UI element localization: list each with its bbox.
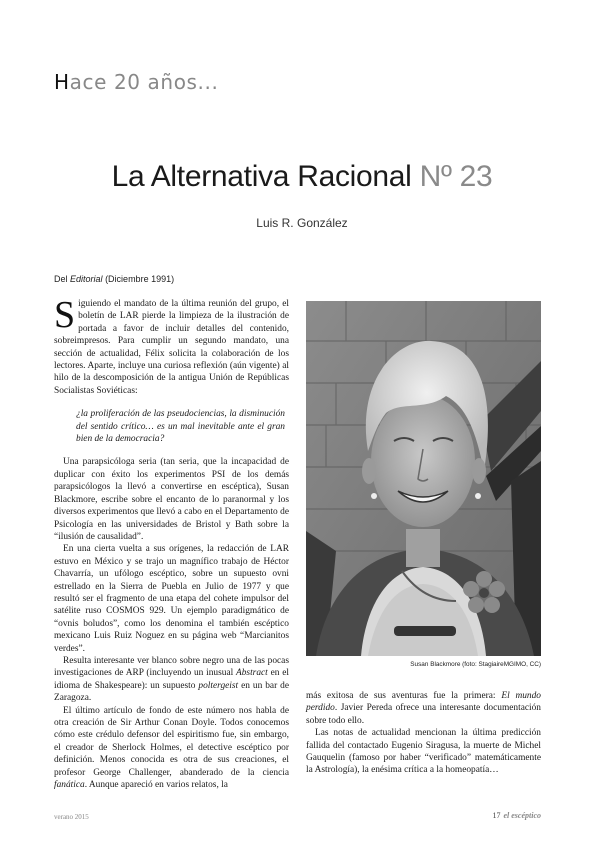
paragraph-arp [54,655,289,705]
paragraph-conan-doyle-fanatica: fanática [54,780,85,791]
page-number: 17 [492,811,501,820]
source-prefix: Del [54,274,68,284]
paragraph-intro-text: iguiendo el mandato de la última reunión del grupo, el boletín de LAR pierde la limpieza de la ilustración de portada a favor de incluir detalles del contenido, sobreimpresos. Para cumplir un segundo mandato, una sección de actualidad, Félix solicita la colaboración de los lectores. Aparte, incluye una curiosa reflexión (aún vigente) al hilo de la descomposición de la antigua Unión de Repúblicas Socialistas Soviéticas: [54,299,289,396]
section-title-initial: H [54,70,70,94]
source-line [54,274,174,284]
paragraph-lost-world-text-b: . Javier Pereda ofrece una interesante documentación sobre todo ello. [306,703,541,726]
paragraph-lost-world-text-a: más exitosa de sus aventuras fue la primera: [306,691,502,701]
paragraph-conan-doyle [54,705,289,792]
paragraph-lost-world [306,690,541,727]
article-title [0,160,604,194]
pull-quote: ¿la proliferación de las pseudociencias, la disminución del sentido crítico… es un mal inevitable ante el gran bien de la democracia? [76,409,285,445]
paragraph-arp-poltergeist: poltergeist [198,680,239,691]
paragraph-mexico: En una cierta vuelta a sus orígenes, la redacción de LAR estuvo en México y se trajo un magnífico trabajo de Héctor Chavarría, un ufólogo escéptico, sobre un supuesto ovni estrellado en la Sierra de Puebla en Julio de 1977 y que resultó ser el fragmento de una etapa del cohete impulsor del satélite ruso COSMOS 929. Un ejemplo paradigmático de “ovnis boludos”, como los denomina el también escéptico mexicano Luis Ruiz Noguez en su página web “Marcianitos verdes”. [54,544,289,654]
left-column [54,294,290,791]
footer-page [440,811,541,820]
article-title-number: Nº 23 [419,160,493,193]
paragraph-conan-doyle-text-a: El último artículo de fondo de este número nos habla de otra creación de Sir Arthur Conan Doyle. Todos conocemos cómo este crédulo defensor del espiritismo fue, sin embargo, el creador de Sherlock Holmes, el detective escéptico por definición. Menos conocida es otra de sus creaciones, el profesor George Challenger, abanderado de la ciencia [54,705,289,778]
source-date: (Diciembre 1991) [105,274,175,284]
paragraph-arp-text-c: en un bar de Zaragoza. [54,680,290,704]
paragraph-arp-abstract: Abstract [236,668,268,679]
footer-issue: verano 2015 [54,813,89,821]
portrait-photo [306,301,541,656]
paragraph-conan-doyle-text-b: . Aunque apareció en varios relatos, la [84,780,228,791]
magazine-name: el escéptico [503,811,541,820]
article-title-main: La Alternativa Racional [111,160,412,193]
paragraph-blackmore: Una parapsicóloga seria (tan seria, que la incapacidad de duplicar con éxito los experimentos PSI de los demás parapsicólogos la llevó a convertirse en escéptica), Susan Blackmore, escribe sobre el encanto de lo paranormal y los diversos experimentos que llevó a cabo en el Departamento de Psicología en las universidades de Bristol y Bath sobre la “ilusión de causalidad”. [54,457,289,542]
paragraph-news: Las notas de actualidad mencionan la última predicción fallida del contactado Eugenio Siragusa, la muerte de Michel Gauquelin (famoso por haber “verificado” matemáticamente la Astrología), la enésima crítica a la homeopatía… [306,728,541,776]
portrait-illustration [306,301,541,656]
section-title [54,70,218,94]
source-work: Editorial [70,274,103,284]
photo-caption: Susan Blackmore (foto: StagiaireMGIMO, CC) [410,661,541,668]
section-title-rest: ace 20 años... [69,70,219,94]
dropcap: S [54,294,76,336]
paragraph-arp-text-a: Resulta interesante ver blanco sobre negro una de las pocas investigaciones de ARP (incluyendo un inusual [54,655,289,679]
right-column [306,690,541,777]
book-title: El mundo perdido [306,691,541,714]
article-author: Luis R. González [256,216,348,230]
paragraph-arp-text-b: en el idioma de Shakespeare): un supuesto [54,668,289,691]
paragraph-intro [54,294,289,397]
